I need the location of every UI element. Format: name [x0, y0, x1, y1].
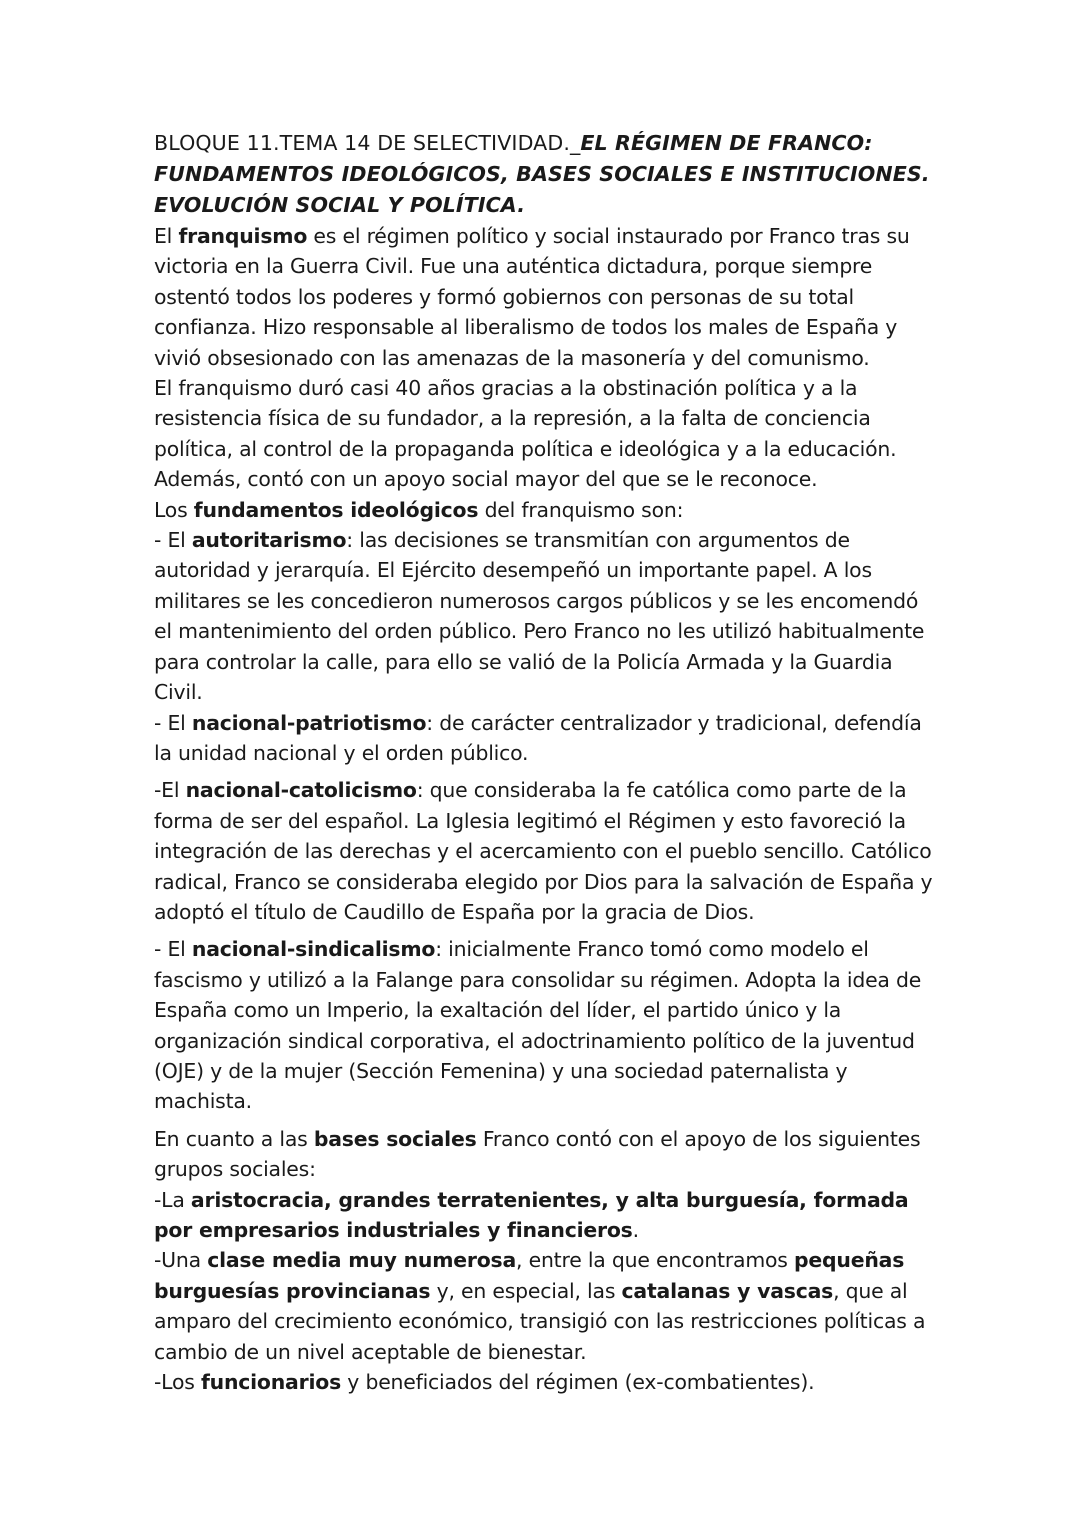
text-run: : de carácter centralizador y tradicional, defendía la unidad nacional y el orden público. — [154, 710, 922, 765]
text-run: - El — [154, 937, 192, 962]
text-run: del franquismo son: — [478, 497, 684, 522]
term-autoritarismo: autoritarismo — [191, 528, 347, 553]
term-aristocracia: aristocracia, grandes terratenientes, y alta burguesía, formada por empresarios industriales y financieros — [154, 1187, 909, 1242]
bases-item-aristocracia — [154, 1185, 936, 1246]
text-run: -Una — [154, 1248, 208, 1273]
text-run: Los — [154, 497, 194, 522]
text-run: : que consideraba la fe católica como parte de la forma de ser del español. La Iglesia legitimó el Régimen y esto favoreció la integración de las derechas y el acercamiento con el pueblo sencillo. Católico radical, Franco se consideraba elegido por Dios para la salvación de España y adoptó el título de Caudillo de España por la gracia de Dios. — [154, 778, 933, 924]
fundamento-item-nacional-sindicalismo — [154, 934, 936, 1116]
bases-item-clase-media — [154, 1245, 936, 1367]
bases-intro — [154, 1124, 936, 1185]
bases-item-funcionarios — [154, 1367, 936, 1397]
intro-paragraph-3 — [154, 495, 936, 525]
text-run: -Los — [154, 1370, 201, 1395]
intro-paragraph-2: El franquismo duró casi 40 años gracias a la obstinación política y a la resistencia física de su fundador, a la represión, a la falta de conciencia política, al control de la propaganda política e ideológica y a la educación. Además, contó con un apoyo social mayor del que se le reconoce. — [154, 376, 897, 492]
fundamento-item-nacional-patriotismo — [154, 708, 936, 769]
term-catalanas-vascas: catalanas y vascas — [621, 1278, 834, 1303]
term-nacional-catolicismo: nacional-catolicismo — [185, 778, 417, 803]
term-pequenas-burguesias: pequeñas burguesías provincianas — [154, 1248, 905, 1303]
term-fundamentos: fundamentos ideológicos — [193, 497, 479, 522]
term-bases-sociales: bases sociales — [313, 1126, 477, 1151]
text-run: . — [632, 1218, 639, 1242]
document-title — [154, 128, 936, 221]
text-run: El — [154, 224, 179, 248]
fundamento-item-autoritarismo — [154, 525, 936, 707]
term-nacional-patriotismo: nacional-patriotismo — [191, 710, 427, 735]
text-run: : inicialmente Franco tomó como modelo el fascismo y utilizó a la Falange para consolidar su régimen. Adopta la idea de España como un Imperio, la exaltación del líder, el partido único y la organización sindical corporativa, el adoctrinamiento político de la juventud (OJE) y de la mujer (Sección Femenina) y una sociedad paternalista y machista. — [154, 937, 922, 1114]
text-run: En cuanto a las — [154, 1126, 314, 1151]
term-funcionarios: funcionarios — [200, 1370, 342, 1395]
document-page — [154, 128, 936, 1397]
text-run: y beneficiados del régimen (ex-combatientes). — [341, 1370, 815, 1395]
title-topic: EL RÉGIMEN DE FRANCO: FUNDAMENTOS IDEOLÓGICOS, BASES SOCIALES E INSTITUCIONES. EVOLUCIÓN SOCIAL Y POLÍTICA. — [154, 131, 930, 217]
text-run: y, en especial, las — [430, 1278, 622, 1303]
term-clase-media: clase media muy numerosa — [207, 1248, 517, 1273]
text-run: -La — [154, 1187, 191, 1212]
title-prefix: BLOQUE 11.TEMA 14 DE SELECTIVIDAD._ — [154, 131, 581, 155]
text-run: , entre la que encontramos — [516, 1248, 794, 1273]
fundamento-item-nacional-catolicismo — [154, 775, 936, 927]
text-run: - El — [154, 710, 192, 735]
text-run: -El — [154, 778, 186, 803]
text-run: Franco contó con el apoyo de los siguientes grupos sociales: — [154, 1126, 921, 1182]
intro-paragraph-1 — [154, 221, 936, 373]
text-run: : las decisiones se transmitían con argumentos de autoridad y jerarquía. El Ejército desempeñó un importante papel. A los militares se les concedieron numerosos cargos públicos y se les encomendó el mantenimiento del orden público. Pero Franco no les utilizó habitualmente para controlar la calle, para ello se valió de la Policía Armada y la Guardia Civil. — [154, 528, 925, 705]
text-run: - El — [154, 528, 192, 553]
text-run: es el régimen político y social instaurado por Franco tras su victoria en la Guerra Civil. Fue una auténtica dictadura, porque siempre ostentó todos los poderes y formó gobiernos con personas de su total confianza. Hizo responsable al liberalismo de todos los males de España y vivió obsesionado con las amenazas de la masonería y del comunismo. — [154, 224, 910, 370]
term-franquismo: franquismo — [178, 224, 308, 248]
text-run: , que al amparo del crecimiento económico, transigió con las restricciones políticas a cambio de un nivel aceptable de bienestar. — [154, 1278, 926, 1364]
term-nacional-sindicalismo: nacional-sindicalismo — [191, 937, 436, 962]
